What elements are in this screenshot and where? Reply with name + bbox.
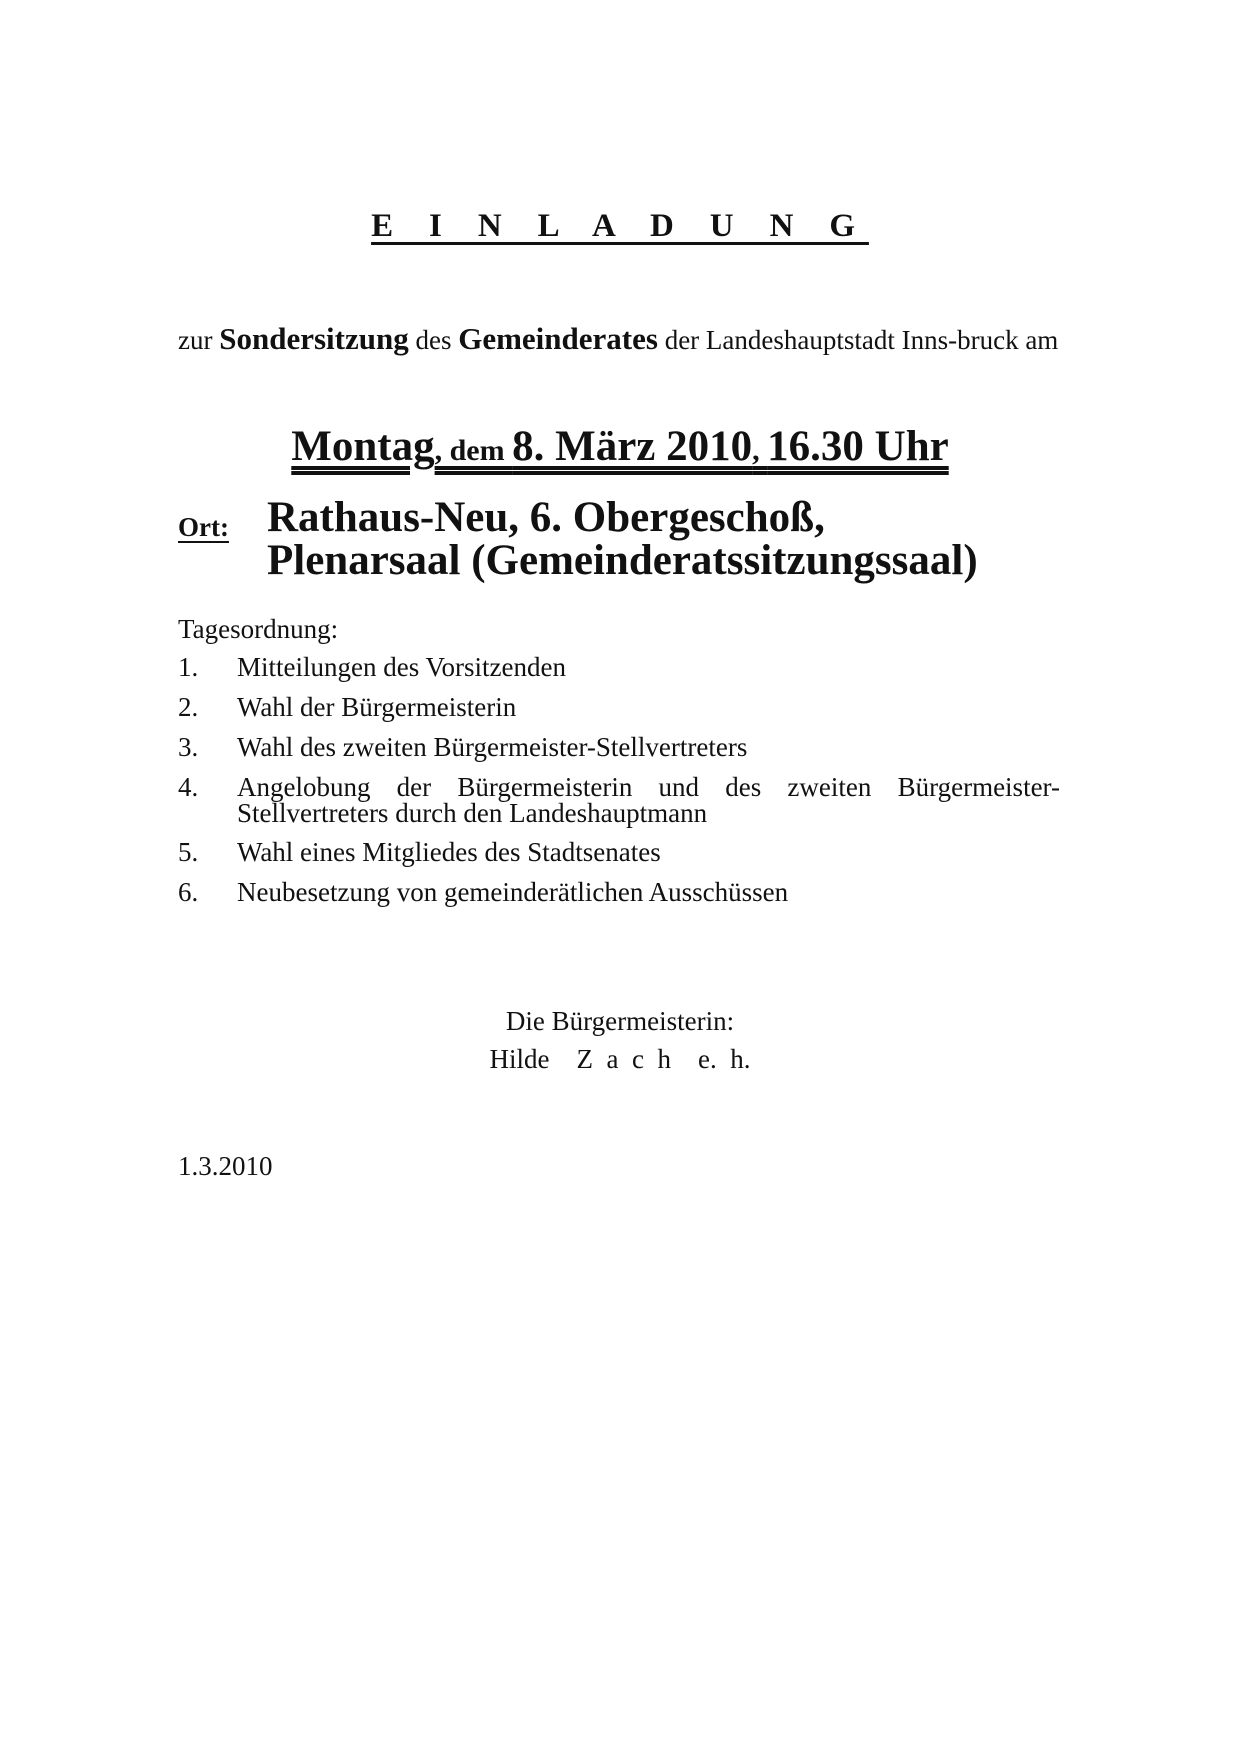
agenda-item-number: 4.: [178, 772, 199, 802]
location-line-1: Rathaus-Neu, 6. Obergeschoß,: [267, 494, 825, 541]
agenda-item-number: 1.: [178, 652, 199, 682]
intro-text-1: zur: [178, 325, 220, 355]
agenda-item: [178, 879, 1060, 906]
agenda-item-number: 6.: [178, 877, 199, 907]
agenda-item: [178, 654, 1060, 681]
agenda-heading: Tagesordnung:: [178, 614, 339, 644]
location-text: [267, 496, 978, 582]
meeting-weekday: Montag: [291, 423, 435, 470]
agenda-item-number: 3.: [178, 732, 199, 762]
meeting-date-line: [0, 422, 1240, 471]
agenda-item: [178, 774, 1060, 826]
meeting-date: 8. März 2010: [512, 423, 753, 470]
agenda-item: [178, 734, 1060, 761]
document-date: 1.3.2010: [178, 1151, 273, 1181]
signature-name: Hilde Z a c h e. h.: [489, 1044, 751, 1074]
agenda-item-text: Wahl des zweiten Bürgermeister-Stellvertreters: [237, 732, 748, 762]
intro-text-3: der Landeshauptstadt Inns-bruck am: [657, 325, 1059, 355]
agenda-list: [178, 654, 1060, 919]
meeting-date-connector: , dem: [434, 434, 513, 467]
signature-role: Die Bürgermeisterin:: [505, 1006, 735, 1036]
agenda-item-text: Mitteilungen des Vorsitzenden: [237, 652, 566, 682]
agenda-item-text: Angelobung der Bürgermeisterin und des zweiten Bürgermeister-Stellvertreters durch den Landeshauptmann: [237, 772, 1060, 828]
signature-block: [0, 1002, 1240, 1078]
location-line-2: Plenarsaal (Gemeinderatssitzungssaal): [267, 537, 978, 584]
agenda-item-number: 5.: [178, 837, 199, 867]
intro-text-2: des: [408, 325, 459, 355]
intro-bold-gemeinderates: Gemeinderates: [458, 321, 658, 356]
meeting-time: 16.30 Uhr: [767, 423, 949, 470]
document-title: E I N L A D U N G: [371, 208, 869, 244]
agenda-item: [178, 694, 1060, 721]
agenda-item-text: Neubesetzung von gemeinderätlichen Ausschüssen: [237, 877, 789, 907]
agenda-item-number: 2.: [178, 692, 199, 722]
meeting-date-comma: ,: [752, 434, 768, 467]
intro-bold-sondersitzung: Sondersitzung: [219, 321, 409, 356]
location-label: Ort:: [178, 512, 229, 542]
intro-paragraph: [178, 320, 1060, 359]
agenda-item-text: Wahl eines Mitgliedes des Stadtsenates: [237, 837, 661, 867]
agenda-item: [178, 839, 1060, 866]
agenda-item-text: Wahl der Bürgermeisterin: [237, 692, 517, 722]
